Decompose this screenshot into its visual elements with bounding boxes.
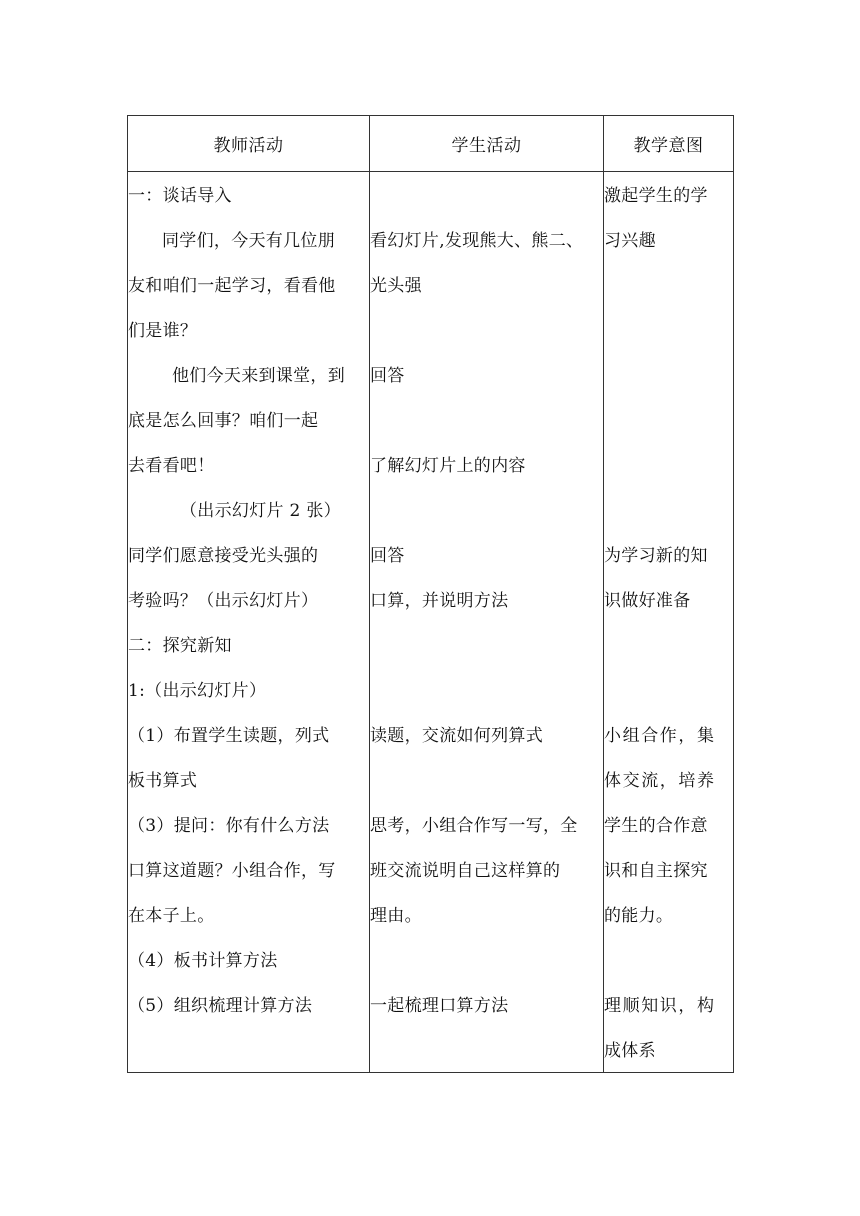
student-line: 口算，并说明方法 [370, 591, 509, 611]
teacher-line: （出示幻灯片 2 张） [180, 501, 341, 521]
intent-line: 习兴趣 [604, 231, 656, 251]
teacher-line: 板书算式 [128, 771, 198, 791]
student-line: 理由。 [370, 906, 422, 926]
teacher-line: 友和咱们一起学习，看看他 [128, 276, 336, 296]
student-line: 一起梳理口算方法 [370, 996, 509, 1016]
teacher-line: 同学们愿意接受光头强的 [128, 546, 319, 566]
header-teacher-activity: 教师活动 [128, 116, 370, 172]
teacher-line: 同学们，今天有几位朋 [162, 231, 335, 251]
intent-line: 学生的合作意 [604, 816, 708, 836]
teacher-line: 在本子上。 [128, 906, 215, 926]
intent-line: 的能力。 [604, 906, 674, 926]
intent-line: 成体系 [604, 1041, 656, 1061]
lesson-plan-table [127, 115, 734, 1073]
header-teaching-intent: 教学意图 [604, 116, 734, 172]
student-line: 光头强 [370, 276, 422, 296]
teaching-intent-cell [604, 172, 734, 1073]
intent-line: 体交流，培养 [604, 771, 716, 791]
teacher-line: （1）布置学生读题，列式 [128, 726, 330, 746]
intent-line: 识做好准备 [604, 591, 691, 611]
header-row [128, 116, 734, 172]
student-line: 班交流说明自己这样算的 [370, 861, 561, 881]
teacher-line: （5）组织梳理计算方法 [128, 996, 313, 1016]
intent-line: 激起学生的学 [604, 186, 708, 206]
teacher-line: 考验吗？（出示幻灯片） [128, 591, 319, 611]
student-line: 回答 [370, 546, 405, 566]
teacher-line: 去看看吧！ [128, 456, 215, 476]
student-activity-cell [370, 172, 604, 1073]
teacher-line: 口算这道题？小组合作，写 [128, 861, 336, 881]
intent-line: 识和自主探究 [604, 861, 708, 881]
student-line: 看幻灯片,发现熊大、熊二、 [370, 231, 584, 251]
teacher-line: （4）板书计算方法 [128, 951, 278, 971]
header-student-activity: 学生活动 [370, 116, 604, 172]
student-line: 回答 [370, 366, 405, 386]
teacher-activity-cell [128, 172, 370, 1073]
teacher-line: 他们今天来到课堂，到 [172, 366, 345, 386]
teacher-line: 1:（出示幻灯片） [128, 681, 267, 701]
student-line: 思考，小组合作写一写，全 [370, 816, 578, 836]
teacher-line: 们是谁？ [128, 321, 198, 341]
teacher-line: 二：探究新知 [128, 636, 232, 656]
intent-line: 为学习新的知 [604, 546, 708, 566]
teacher-line: 底是怎么回事？咱们一起 [128, 411, 319, 431]
teacher-line: （3）提问：你有什么方法 [128, 816, 330, 836]
teacher-line: 一：谈话导入 [128, 186, 232, 206]
intent-line: 理顺知识，构 [604, 996, 716, 1016]
content-row [128, 172, 734, 1073]
student-line: 读题，交流如何列算式 [370, 726, 543, 746]
intent-line: 小组合作，集 [604, 726, 716, 746]
student-line: 了解幻灯片上的内容 [370, 456, 526, 476]
